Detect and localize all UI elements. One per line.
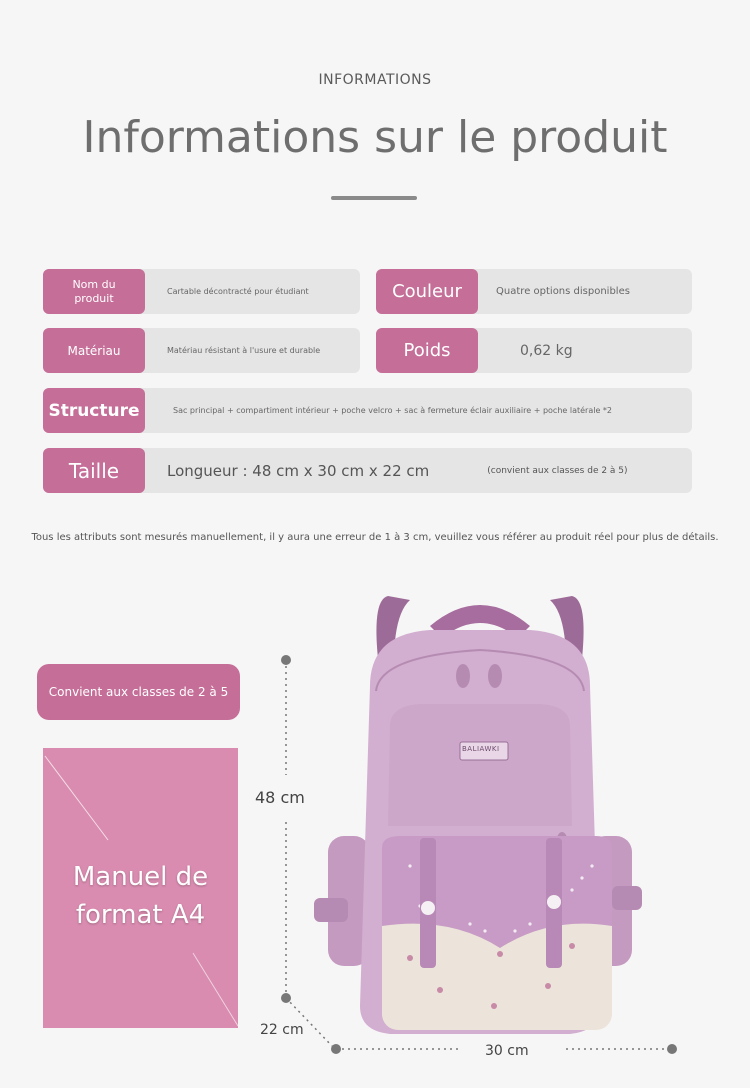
a4-label: Manuel de format A4 <box>72 862 209 930</box>
spec-value-structure: Sac principal + compartiment intérieur + poche velcro + sac à fermeture éclair auxiliaire + poche latérale *2 <box>173 406 613 415</box>
depth-dimension-label: 22 cm <box>260 1022 304 1038</box>
section-eyebrow: INFORMATIONS <box>318 72 432 88</box>
spec-value-size: Longueur : 48 cm x 30 cm x 22 cm <box>167 461 430 480</box>
spec-value-color: Quatre options disponibles <box>496 286 630 297</box>
spec-label-size: Taille <box>43 448 145 493</box>
spec-label-name: Nom du produit <box>43 269 145 314</box>
height-dimension-label: 48 cm <box>255 788 305 807</box>
page-title: Informations sur le produit <box>82 112 668 163</box>
spec-value-material: Matériau résistant à l'usure et durable <box>167 346 321 355</box>
backpack-image <box>310 586 650 1046</box>
spec-label-weight: Poids <box>376 328 478 373</box>
measurement-note: Tous les attributs sont mesurés manuellement, il y aura une erreur de 1 à 3 cm, veuillez vous référer au produit réel pour plus de détails. <box>31 532 719 543</box>
grade-fit-badge: Convient aux classes de 2 à 5 <box>37 664 240 720</box>
spec-label-structure: Structure <box>43 388 145 433</box>
spec-size-note: (convient aux classes de 2 à 5) <box>487 465 628 476</box>
spec-label-color: Couleur <box>376 269 478 314</box>
width-dimension-label: 30 cm <box>485 1043 529 1059</box>
backpack-brand-label: BALIAWKI <box>462 745 500 753</box>
spec-value-name: Cartable décontracté pour étudiant <box>167 287 309 296</box>
spec-value-weight: 0,62 kg <box>520 342 573 359</box>
spec-label-material: Matériau <box>43 328 145 373</box>
